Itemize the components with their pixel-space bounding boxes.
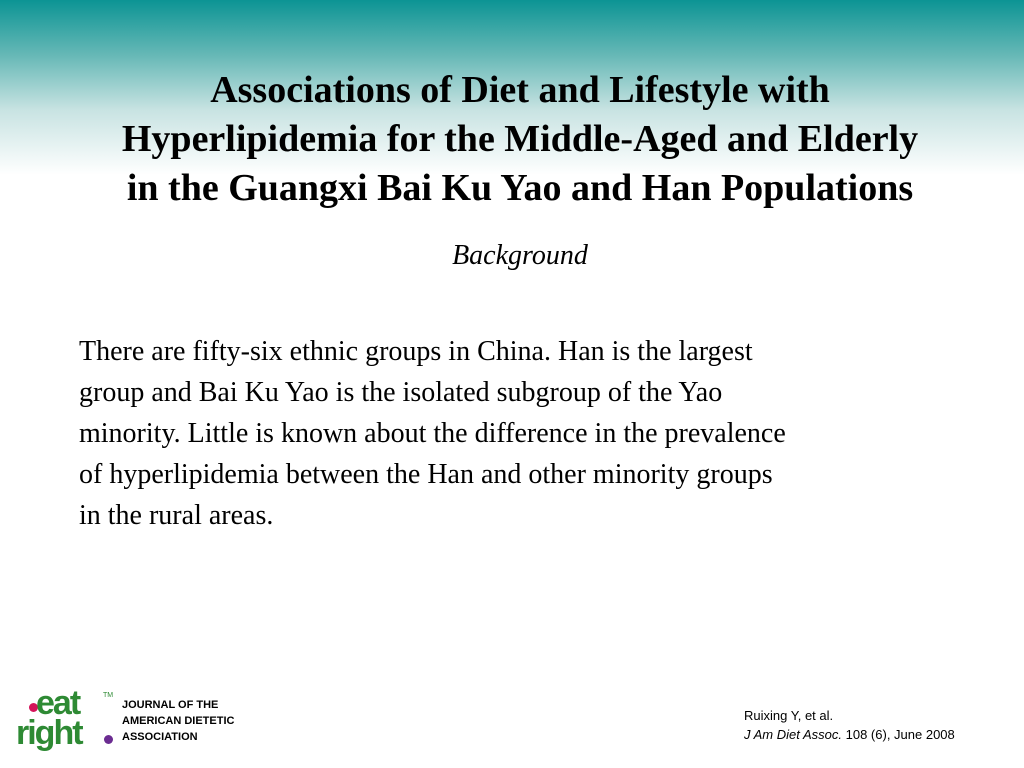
logo-dot-icon xyxy=(104,735,113,744)
citation-authors: Ruixing Y, et al. xyxy=(744,708,834,723)
citation-source xyxy=(744,725,955,744)
slide-title xyxy=(20,66,1020,213)
body-line: minority. Little is known about the difference in the prevalence xyxy=(79,418,786,449)
logo-text-eat: eat xyxy=(36,684,80,722)
journal-name xyxy=(122,697,234,745)
citation-details: 108 (6), June 2008 xyxy=(842,727,955,742)
body-line: in the rural areas. xyxy=(79,500,274,531)
body-line: group and Bai Ku Yao is the isolated subgroup of the Yao xyxy=(79,377,723,408)
citation-journal: J Am Diet Assoc. xyxy=(744,727,843,742)
section-heading: Background xyxy=(452,240,588,271)
journal-name-line: JOURNAL OF THE xyxy=(122,699,219,711)
journal-name-line: AMERICAN DIETETIC xyxy=(122,715,235,727)
title-line: Hyperlipidemia for the Middle-Aged and Elderly xyxy=(121,118,919,160)
title-line: Associations of Diet and Lifestyle with xyxy=(210,69,830,111)
logo-trademark: TM xyxy=(103,692,114,699)
citation xyxy=(744,706,955,744)
journal-name-line: ASSOCIATION xyxy=(122,731,198,743)
body-line: of hyperlipidemia between the Han and other minority groups xyxy=(79,459,773,490)
body-line: There are fifty-six ethnic groups in China. Han is the largest xyxy=(79,336,753,367)
body-paragraph xyxy=(79,331,959,536)
logo-text-right: right xyxy=(16,714,82,752)
eat-right-logo xyxy=(14,684,114,752)
title-line: in the Guangxi Bai Ku Yao and Han Populations xyxy=(126,167,914,209)
